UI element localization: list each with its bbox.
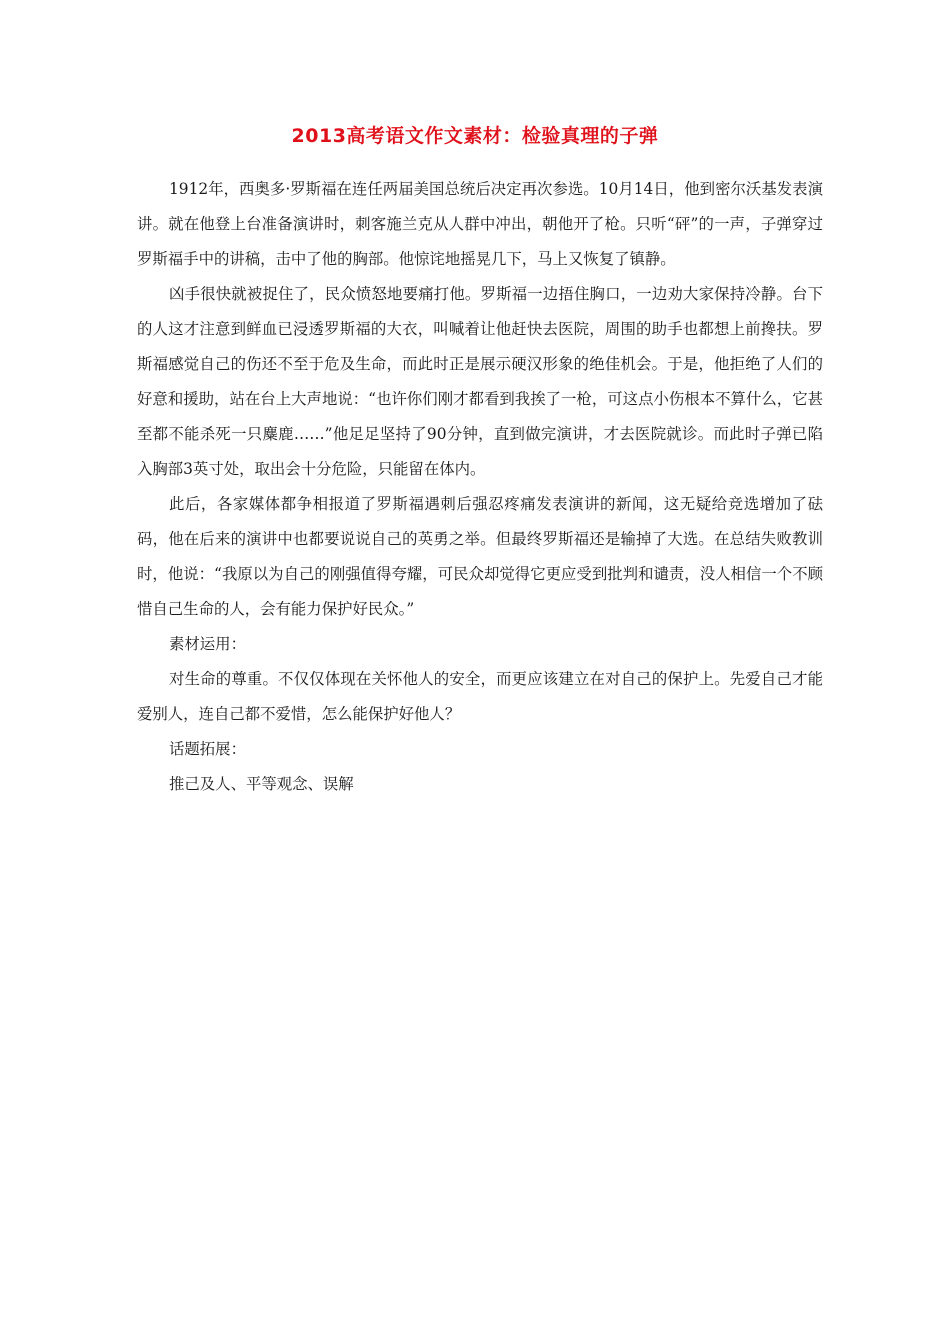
section-heading-topics: 话题拓展：	[169, 740, 246, 758]
paragraph-story-aftermath: 此后，各家媒体都争相报道了罗斯福遇刺后强忍疼痛发表演讲的新闻，这无疑给竞选增加了砝码，他在后来的演讲中也都要说说自己的英勇之举。但最终罗斯福还是输掉了大选。在总结失败教训时，他说：“我原以为自己的刚强值得夸耀，可民众却觉得它更应受到批判和谴责，没人相信一个不顾惜自己生命的人，会有能力保护好民众。”	[137, 495, 823, 618]
paragraph-story-speech: 凶手很快就被捉住了，民众愤怒地要痛打他。罗斯福一边捂住胸口，一边劝大家保持冷静。台下的人这才注意到鲜血已浸透罗斯福的大衣，叫喊着让他赶快去医院，周围的助手也都想上前搀扶。罗斯福感觉自己的伤还不至于危及生命，而此时正是展示硬汉形象的绝佳机会。于是，他拒绝了人们的好意和援助，站在台上大声地说：“也许你们刚才都看到我挨了一枪，可这点小伤根本不算什么，它甚至都不能杀死一只麋鹿……”他足足坚持了90分钟，直到做完演讲，才去医院就诊。而此时子弹已陷入胸部3英寸处，取出会十分危险，只能留在体内。	[137, 285, 823, 478]
paragraph-story-intro: 1912年，西奥多·罗斯福在连任两届美国总统后决定再次参选。10月14日，他到密尔沃基发表演讲。就在他登上台准备演讲时，刺客施兰克从人群中冲出，朝他开了枪。只听“砰”的一声，子弹穿过罗斯福手中的讲稿，击中了他的胸部。他惊诧地摇晃几下，马上又恢复了镇静。	[137, 180, 823, 268]
paragraph-topics: 推己及人、平等观念、误解	[169, 775, 354, 793]
paragraph-usage: 对生命的尊重。不仅仅体现在关怀他人的安全，而更应该建立在对自己的保护上。先爱自己才能爱别人，连自己都不爱惜，怎么能保护好他人？	[137, 670, 823, 723]
document-body	[137, 172, 823, 802]
section-heading-usage: 素材运用：	[169, 635, 246, 653]
document-title: 2013高考语文作文素材：检验真理的子弹	[291, 125, 659, 147]
